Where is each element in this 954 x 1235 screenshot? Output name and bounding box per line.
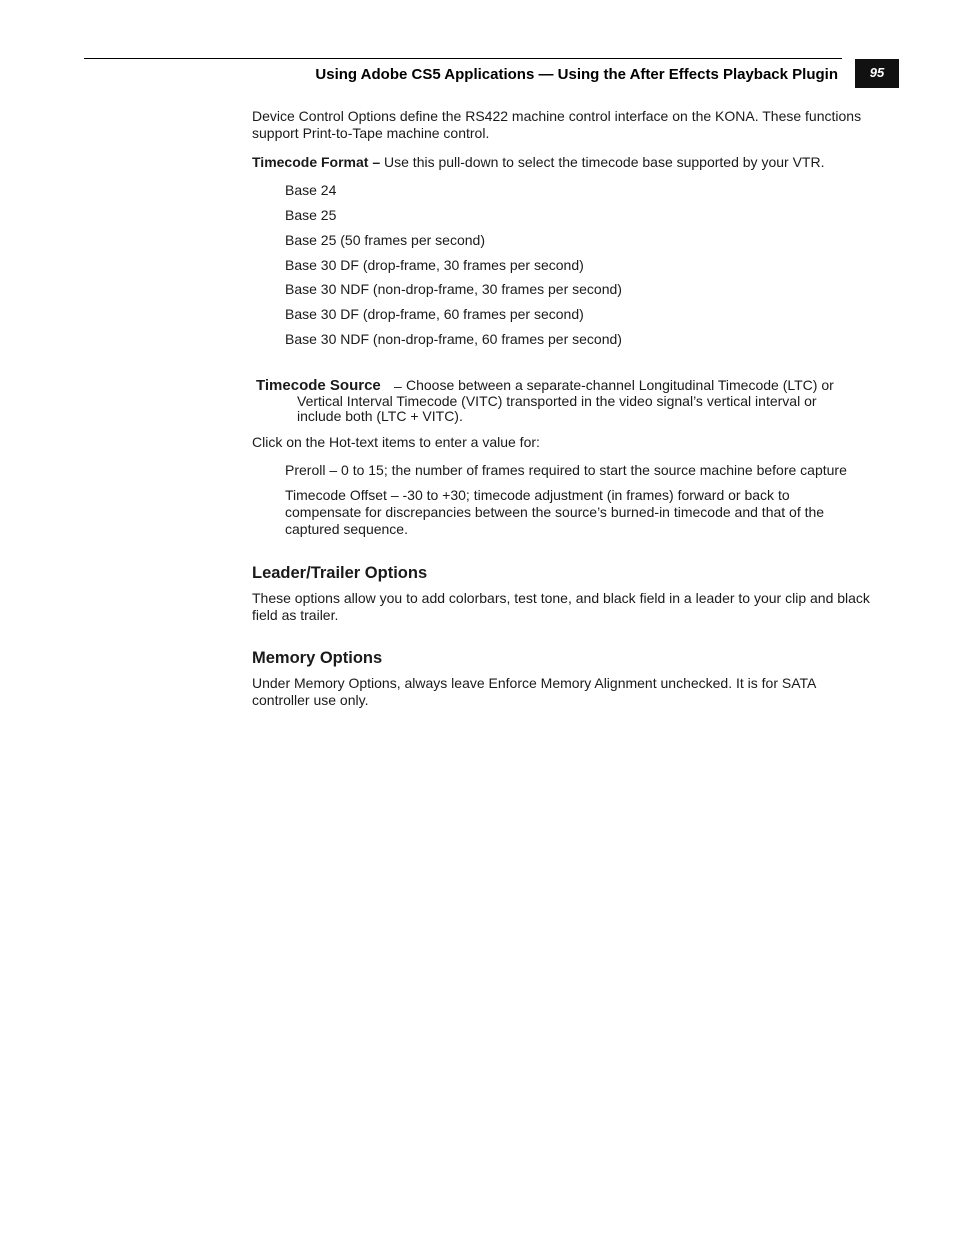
page-number: 95 [855, 59, 899, 88]
intro-paragraph: Device Control Options define the RS422 machine control interface on the KONA. These functions support Print-to-Tape machine control. [252, 108, 862, 141]
timecode-option: Base 25 [285, 207, 337, 223]
timecode-option: Base 24 [285, 182, 337, 198]
memory-options-text: Under Memory Options, always leave Enforce Memory Alignment unchecked. It is for SATA controller use only. [252, 675, 816, 708]
leader-trailer-text: These options allow you to add colorbars, test tone, and black field in a leader to your clip and black field as trailer. [252, 590, 870, 623]
memory-options-heading: Memory Options [252, 649, 383, 667]
preroll-item: Preroll – 0 to 15; the number of frames required to start the source machine before capture [285, 462, 847, 478]
leader-trailer-heading: Leader/Trailer Options [252, 564, 428, 582]
hot-text-intro: Click on the Hot-text items to enter a value for: [252, 434, 540, 450]
timecode-format-paragraph [252, 154, 872, 171]
timecode-offset-item: Timecode Offset – -30 to +30; timecode adjustment (in frames) forward or back to compensate for discrepancies between the source’s burned-in timecode and that of the captured sequence. [285, 487, 825, 537]
timecode-source-label: Timecode Source [256, 377, 381, 394]
timecode-option: Base 30 NDF (non-drop-frame, 60 frames per second) [285, 331, 622, 347]
timecode-option: Base 30 NDF (non-drop-frame, 30 frames per second) [285, 281, 622, 297]
timecode-option: Base 30 DF (drop-frame, 60 frames per second) [285, 306, 584, 322]
running-head-title: Using Adobe CS5 Applications — Using the After Effects Playback Plugin [315, 66, 838, 83]
timecode-format-label: Timecode Format – [252, 154, 381, 170]
timecode-format-text: Use this pull-down to select the timecode base supported by your VTR. [380, 154, 825, 170]
header-rule [84, 58, 842, 59]
timecode-source-dash: – [394, 378, 402, 394]
timecode-option: Base 30 DF (drop-frame, 30 frames per second) [285, 257, 584, 273]
timecode-source-text: Choose between a separate-channel Longitudinal Timecode (LTC) or Vertical Interval Timecode (VITC) transported in the video signal’s vertical interval or include both (LTC + VITC). [297, 377, 834, 424]
timecode-option: Base 25 (50 frames per second) [285, 232, 485, 248]
